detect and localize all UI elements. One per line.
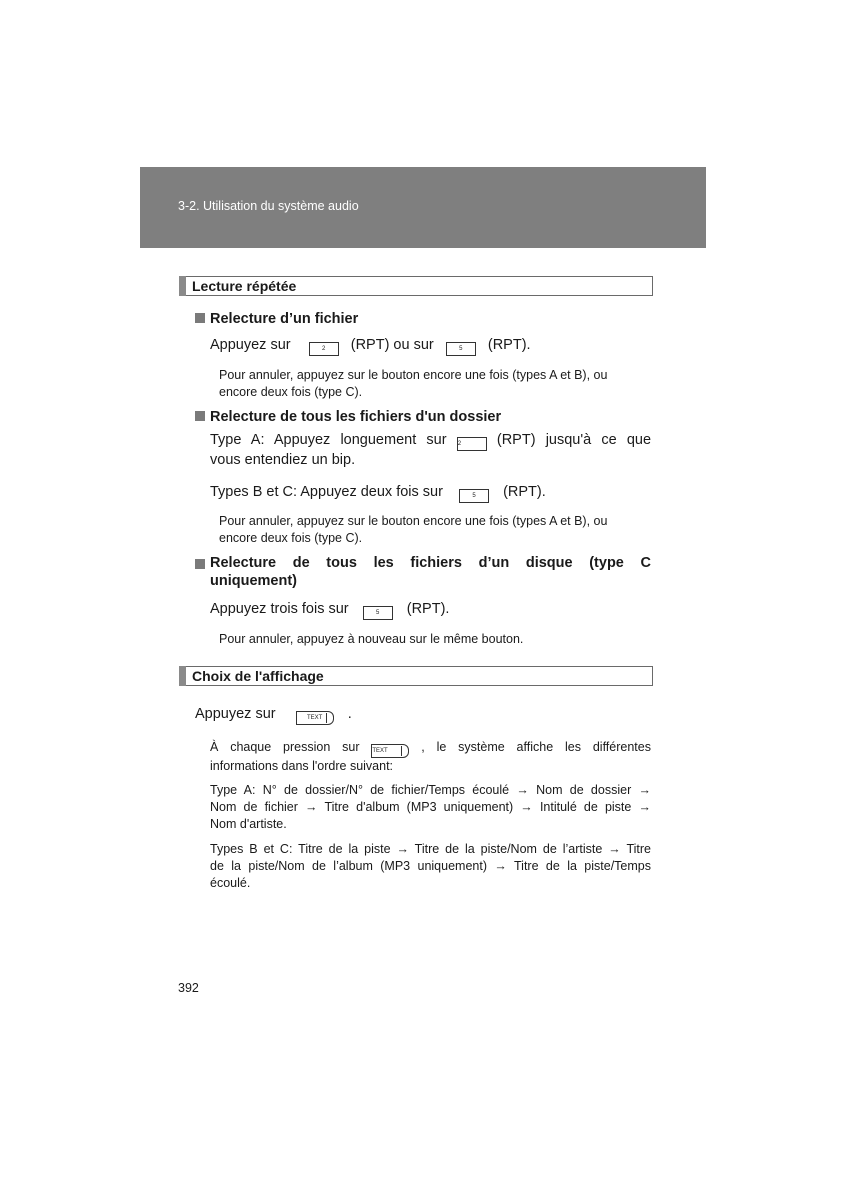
instruction-text-button: Appuyez sur TEXT . xyxy=(195,706,352,725)
note-display-order: À chaque pression sur TEXT , le système affiche les différentes informations dans l'ordre suivant: xyxy=(210,740,651,773)
chapter-header xyxy=(140,167,706,248)
note-type-bc-sequence: Types B et C: Titre de la piste → Titre de la piste/Nom de l’artiste → Titre de la piste/Nom de l’album (MP3 uniquement) → Titre de la piste/Temps écoulé. xyxy=(210,842,651,890)
chapter-title: 3-2. Utilisation du système audio xyxy=(178,199,359,213)
square-bullet-icon xyxy=(195,313,205,323)
button-2-key: 2 xyxy=(457,437,487,451)
section-title-label: Choix de l'affichage xyxy=(192,668,324,684)
section-marker xyxy=(179,666,186,686)
note-cancel-repeat-folder: Pour annuler, appuyez sur le bouton encore une fois (types A et B), ou encore deux fois (type C). xyxy=(219,514,608,545)
section-title-repeat xyxy=(179,276,653,296)
instruction-type-a: Type A: Appuyez longuement sur 2 (RPT) jusqu'à ce que xyxy=(210,430,651,451)
section-title-display xyxy=(179,666,653,686)
subheading-repeat-file: Relecture d’un fichier xyxy=(195,311,358,327)
section-marker xyxy=(179,276,186,296)
button-5-key: 5 xyxy=(446,342,476,356)
text-button-key: TEXT xyxy=(296,711,334,725)
button-5-key: 5 xyxy=(459,489,489,503)
text-button-key: TEXT xyxy=(371,744,409,758)
section-title-label: Lecture répétée xyxy=(192,278,297,294)
subheading-repeat-disc: Relecture de tous les fichiers d’un disque (type C uniquement) xyxy=(195,555,651,589)
page-number: 392 xyxy=(178,981,199,995)
instruction-type-bc: Types B et C: Appuyez deux fois sur 5 (RPT). xyxy=(210,484,546,503)
button-5-key: 5 xyxy=(363,606,393,620)
instruction-repeat-disc: Appuyez trois fois sur 5 (RPT). xyxy=(210,601,449,620)
note-cancel-repeat-file: Pour annuler, appuyez sur le bouton encore une fois (types A et B), ou encore deux fois (type C). xyxy=(219,368,608,399)
button-2-key: 2 xyxy=(309,342,339,356)
square-bullet-icon xyxy=(195,559,205,569)
square-bullet-icon xyxy=(195,411,205,421)
note-type-a-sequence: Type A: N° de dossier/N° de fichier/Temps écoulé → Nom de dossier → Nom de fichier → Titre d'album (MP3 uniquement) → Intitulé de piste → Nom d'artiste. xyxy=(210,783,651,831)
instruction-type-a-cont: vous entendiez un bip. xyxy=(210,452,356,468)
subheading-repeat-folder: Relecture de tous les fichiers d'un dossier xyxy=(195,409,501,425)
instruction-repeat-file: Appuyez sur 2 (RPT) ou sur 5 (RPT). xyxy=(210,337,531,356)
note-cancel-repeat-disc: Pour annuler, appuyez à nouveau sur le même bouton. xyxy=(219,632,524,646)
